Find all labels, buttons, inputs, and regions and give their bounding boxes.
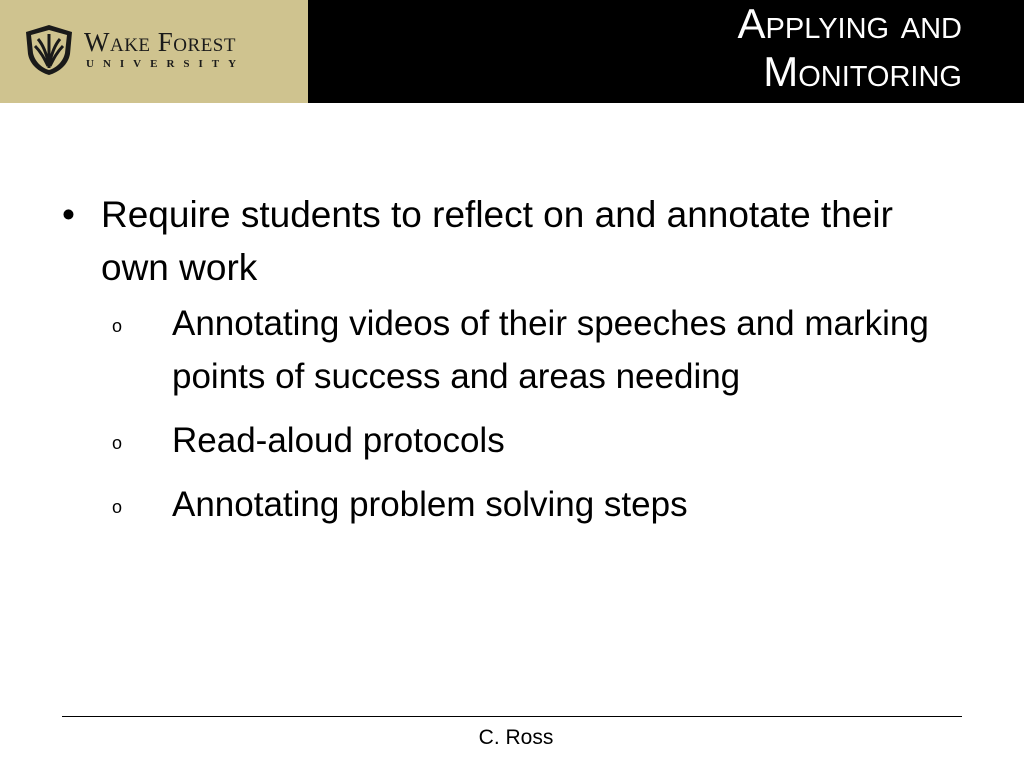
bullet-item (62, 188, 962, 294)
shield-icon (24, 24, 74, 76)
sub-bullet-list (62, 297, 962, 531)
slide-body (62, 188, 962, 542)
sub-bullet-marker: o (112, 433, 123, 453)
header-band (0, 0, 1024, 103)
bullet-text: Require students to reflect on and annotate their own work (101, 194, 893, 288)
sub-bullet-marker: o (112, 316, 123, 336)
sub-bullet-item (62, 414, 962, 467)
footer-divider (62, 716, 962, 717)
bullet-marker: • (62, 194, 75, 235)
sub-bullet-text: Read-aloud protocols (172, 421, 505, 460)
sub-bullet-marker: o (112, 497, 123, 517)
footer-author: C. Ross (478, 726, 554, 749)
wake-forest-logo (0, 0, 308, 103)
slide-title (362, 0, 962, 96)
logo-name: Wake Forest (84, 27, 236, 57)
sub-bullet-text: Annotating videos of their speeches and marking points of success and areas needing (172, 304, 929, 396)
slide-title-line-2: Monitoring (763, 48, 962, 95)
sub-bullet-item (62, 297, 962, 403)
sub-bullet-text: Annotating problem solving steps (172, 485, 688, 524)
slide-title-line-1: Applying and (737, 0, 962, 47)
logo-subtitle: UNIVERSITY (86, 58, 246, 70)
sub-bullet-item (62, 478, 962, 531)
